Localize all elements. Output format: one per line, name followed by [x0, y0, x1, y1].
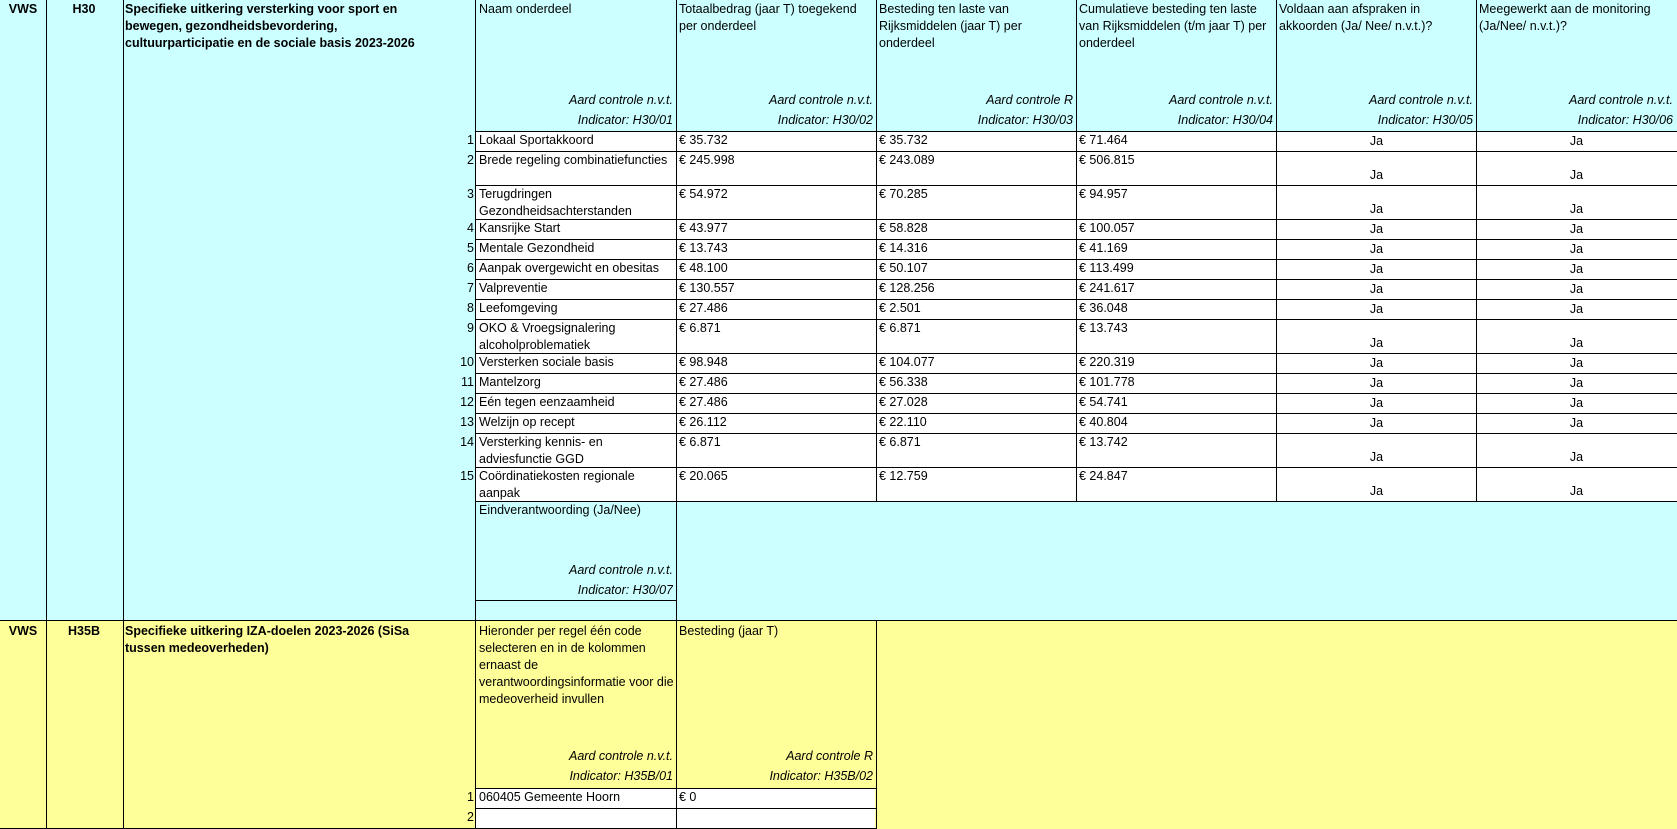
row-spend[interactable]: € 70.285: [879, 187, 928, 201]
row-monitoring[interactable]: Ja: [1569, 484, 1584, 498]
row-monitoring[interactable]: Ja: [1569, 450, 1584, 464]
h30-col5-control: Aard controle n.v.t.: [1369, 93, 1473, 107]
row-total[interactable]: € 98.948: [679, 355, 728, 369]
h30-final-control: Aard controle n.v.t.: [569, 563, 673, 577]
row-total[interactable]: € 48.100: [679, 261, 728, 275]
h35b-row-number: 1: [467, 790, 474, 804]
row-name[interactable]: Lokaal Sportakkoord: [479, 133, 594, 147]
h35b-col1-indicator: Indicator: H35B/01: [569, 769, 673, 783]
row-spend[interactable]: € 50.107: [879, 261, 928, 275]
h30-col3-control: Aard controle R: [986, 93, 1073, 107]
h30-title[interactable]: Specifieke uitkering versterking voor sport en bewegen, gezondheidsbevordering, cultuurparticipatie en de sociale basis 2023-2026: [125, 2, 415, 50]
row-name[interactable]: Versterken sociale basis: [479, 355, 614, 369]
row-number: 6: [467, 261, 474, 275]
row-name[interactable]: Kansrijke Start: [479, 221, 561, 235]
h30-col5-header[interactable]: Voldaan aan afspraken in akkoorden (Ja/ Nee/ n.v.t.)?: [1279, 2, 1433, 33]
horizontal-gridline: [476, 393, 1677, 394]
horizontal-gridline: [476, 319, 1677, 320]
row-monitoring[interactable]: Ja: [1569, 302, 1584, 316]
horizontal-gridline: [476, 219, 1677, 220]
h35b-col1-header[interactable]: Hieronder per regel één code selecteren en in de kolommen ernaast de verantwoordingsinformatie voor die medeoverheid invullen: [479, 624, 674, 706]
row-spend[interactable]: € 104.077: [879, 355, 935, 369]
row-agreements[interactable]: Ja: [1369, 302, 1384, 316]
vertical-gridline: [1076, 0, 1077, 502]
row-cumulative[interactable]: € 13.743: [1079, 321, 1128, 335]
row-name[interactable]: Versterking kennis- en adviesfunctie GGD: [479, 435, 603, 466]
vertical-gridline: [676, 502, 677, 621]
row-name[interactable]: Coördinatiekosten regionale aanpak: [479, 469, 635, 500]
row-cumulative[interactable]: € 71.464: [1079, 133, 1128, 147]
row-name[interactable]: OKO & Vroegsignalering alcoholproblematiek: [479, 321, 616, 352]
h35b-block: [0, 621, 1677, 829]
horizontal-gridline: [476, 131, 1677, 132]
h30-col5-indicator: Indicator: H30/05: [1377, 113, 1473, 127]
row-monitoring[interactable]: Ja: [1569, 396, 1584, 410]
vertical-gridline: [676, 621, 677, 829]
row-spend[interactable]: € 35.732: [879, 133, 928, 147]
row-total[interactable]: € 27.486: [679, 301, 728, 315]
h35b-code[interactable]: H35B: [68, 624, 100, 638]
h30-col2-header[interactable]: Totaalbedrag (jaar T) toegekend per onderdeel: [679, 2, 857, 33]
row-monitoring[interactable]: Ja: [1569, 134, 1584, 148]
row-agreements[interactable]: Ja: [1369, 336, 1384, 350]
h30-col4-control: Aard controle n.v.t.: [1169, 93, 1273, 107]
horizontal-gridline: [476, 259, 1677, 260]
vertical-gridline: [876, 621, 877, 829]
row-number: 9: [467, 321, 474, 335]
row-number: 11: [461, 375, 474, 389]
row-monitoring[interactable]: Ja: [1569, 222, 1584, 236]
vertical-gridline: [876, 0, 877, 502]
row-total[interactable]: € 26.112: [679, 415, 727, 429]
vertical-gridline: [46, 0, 47, 829]
row-spend[interactable]: € 58.828: [879, 221, 928, 235]
h30-col1-header[interactable]: Naam onderdeel: [479, 2, 572, 16]
horizontal-gridline: [476, 353, 1677, 354]
h35b-col1-control: Aard controle n.v.t.: [569, 749, 673, 763]
row-spend[interactable]: € 2.501: [879, 301, 921, 315]
vertical-gridline: [475, 0, 476, 829]
vertical-gridline: [1476, 0, 1477, 502]
row-cumulative[interactable]: € 220.319: [1079, 355, 1135, 369]
row-cumulative[interactable]: € 13.742: [1079, 435, 1128, 449]
row-number: 13: [460, 415, 474, 429]
h30-col3-indicator: Indicator: H30/03: [977, 113, 1073, 127]
row-cumulative[interactable]: € 101.778: [1079, 375, 1135, 389]
horizontal-gridline: [476, 808, 876, 809]
row-name[interactable]: Eén tegen eenzaamheid: [479, 395, 615, 409]
horizontal-gridline: [476, 373, 1677, 374]
row-number: 12: [460, 395, 474, 409]
row-number: 5: [467, 241, 474, 255]
h30-final-label[interactable]: Eindverantwoording (Ja/Nee): [479, 503, 641, 517]
row-monitoring[interactable]: Ja: [1569, 416, 1584, 430]
horizontal-gridline: [476, 788, 876, 789]
row-spend[interactable]: € 6.871: [879, 321, 921, 335]
row-spend[interactable]: € 6.871: [879, 435, 921, 449]
row-monitoring[interactable]: Ja: [1569, 356, 1584, 370]
h30-col2-control: Aard controle n.v.t.: [769, 93, 873, 107]
row-total[interactable]: € 6.871: [679, 435, 721, 449]
row-monitoring[interactable]: Ja: [1569, 202, 1584, 216]
row-number: 15: [460, 469, 474, 483]
h30-col6-indicator: Indicator: H30/06: [1577, 113, 1673, 127]
row-total[interactable]: € 13.743: [679, 241, 728, 255]
row-agreements[interactable]: Ja: [1369, 282, 1384, 296]
row-agreements[interactable]: Ja: [1369, 450, 1384, 464]
row-total[interactable]: € 130.557: [679, 281, 735, 295]
vertical-gridline: [1276, 0, 1277, 502]
vertical-gridline: [676, 0, 677, 502]
h30-col4-header[interactable]: Cumulatieve besteding ten laste van Rijksmiddelen (t/m jaar T) per onderdeel: [1079, 2, 1267, 50]
row-total[interactable]: € 27.486: [679, 395, 728, 409]
horizontal-gridline: [476, 413, 1677, 414]
row-number: 1: [467, 133, 474, 147]
h30-code[interactable]: H30: [72, 2, 96, 16]
row-cumulative[interactable]: € 113.499: [1079, 261, 1134, 275]
h30-final-indicator: Indicator: H30/07: [577, 583, 673, 597]
h30-col4-indicator: Indicator: H30/04: [1177, 113, 1273, 127]
horizontal-gridline: [476, 299, 1677, 300]
row-spend[interactable]: € 12.759: [879, 469, 928, 483]
row-spend[interactable]: € 14.316: [879, 241, 928, 255]
h35b-row-spend[interactable]: € 0: [679, 790, 697, 804]
row-cumulative[interactable]: € 241.617: [1079, 281, 1135, 295]
row-cumulative[interactable]: € 40.804: [1079, 415, 1128, 429]
h30-ministry[interactable]: VWS: [8, 2, 38, 16]
row-name[interactable]: Terugdringen Gezondheidsachterstanden: [479, 187, 632, 218]
h30-col6-control: Aard controle n.v.t.: [1569, 93, 1673, 107]
row-cumulative[interactable]: € 94.957: [1079, 187, 1128, 201]
h35b-col2-control: Aard controle R: [786, 749, 873, 763]
row-number: 7: [467, 281, 474, 295]
h30-col2-indicator: Indicator: H30/02: [777, 113, 873, 127]
row-monitoring[interactable]: Ja: [1569, 242, 1584, 256]
row-number: 2: [467, 153, 474, 167]
row-total[interactable]: € 20.065: [679, 469, 728, 483]
horizontal-gridline: [476, 279, 1677, 280]
row-name[interactable]: Valpreventie: [479, 281, 548, 295]
horizontal-gridline: [0, 620, 1677, 621]
row-monitoring[interactable]: Ja: [1569, 168, 1584, 182]
row-name[interactable]: Aanpak overgewicht en obesitas: [479, 261, 659, 275]
row-total[interactable]: € 35.732: [679, 133, 728, 147]
h30-col1-control: Aard controle n.v.t.: [569, 93, 673, 107]
row-number: 10: [460, 355, 474, 369]
h35b-title[interactable]: Specifieke uitkering IZA-doelen 2023-2026 (SiSa tussen medeoverheden): [125, 624, 410, 655]
row-number: 8: [467, 301, 474, 315]
row-monitoring[interactable]: Ja: [1569, 282, 1584, 296]
h35b-row-number: 2: [467, 810, 474, 824]
row-cumulative[interactable]: € 36.048: [1079, 301, 1128, 315]
row-agreements[interactable]: Ja: [1369, 262, 1384, 276]
row-number: 4: [467, 221, 474, 235]
row-spend[interactable]: € 22.110: [879, 415, 927, 429]
row-spend[interactable]: € 27.028: [879, 395, 928, 409]
row-spend[interactable]: € 128.256: [879, 281, 935, 295]
row-total[interactable]: € 6.871: [679, 321, 721, 335]
row-name[interactable]: Welzijn op recept: [479, 415, 575, 429]
row-agreements[interactable]: Ja: [1369, 168, 1384, 182]
row-name[interactable]: Mentale Gezondheid: [479, 241, 595, 255]
row-name[interactable]: Mantelzorg: [479, 375, 541, 389]
row-agreements[interactable]: Ja: [1369, 202, 1384, 216]
row-agreements[interactable]: Ja: [1369, 396, 1384, 410]
row-spend[interactable]: € 243.089: [879, 153, 935, 167]
row-total[interactable]: € 43.977: [679, 221, 728, 235]
row-monitoring[interactable]: Ja: [1569, 376, 1584, 390]
row-cumulative[interactable]: € 54.741: [1079, 395, 1128, 409]
horizontal-gridline: [476, 185, 1677, 186]
h35b-col2-header[interactable]: Besteding (jaar T): [679, 624, 779, 638]
horizontal-gridline: [476, 151, 1677, 152]
row-number: 14: [460, 435, 474, 449]
row-agreements[interactable]: Ja: [1369, 222, 1384, 236]
horizontal-gridline: [476, 467, 1677, 468]
horizontal-gridline: [476, 433, 1677, 434]
row-monitoring[interactable]: Ja: [1569, 336, 1584, 350]
h30-col6-header[interactable]: Meegewerkt aan de monitoring (Ja/Nee/ n.v.t.)?: [1479, 2, 1651, 33]
row-agreements[interactable]: Ja: [1369, 242, 1384, 256]
horizontal-gridline: [476, 600, 676, 601]
row-agreements[interactable]: Ja: [1369, 416, 1384, 430]
horizontal-gridline: [476, 239, 1677, 240]
row-cumulative[interactable]: € 506.815: [1079, 153, 1135, 167]
h35b-ministry[interactable]: VWS: [8, 624, 38, 638]
h30-col1-indicator: Indicator: H30/01: [577, 113, 673, 127]
row-agreements[interactable]: Ja: [1369, 376, 1384, 390]
row-cumulative[interactable]: € 41.169: [1079, 241, 1128, 255]
row-name[interactable]: Brede regeling combinatiefuncties: [479, 153, 668, 167]
row-name[interactable]: Leefomgeving: [479, 301, 558, 315]
row-total[interactable]: € 54.972: [679, 187, 728, 201]
row-agreements[interactable]: Ja: [1369, 484, 1384, 498]
row-spend[interactable]: € 56.338: [879, 375, 928, 389]
row-number: 3: [467, 187, 474, 201]
row-total[interactable]: € 245.998: [679, 153, 735, 167]
horizontal-gridline: [476, 501, 1677, 502]
row-agreements[interactable]: Ja: [1369, 134, 1384, 148]
h35b-row-name[interactable]: 060405 Gemeente Hoorn: [479, 790, 621, 804]
h30-col3-header[interactable]: Besteding ten laste van Rijksmiddelen (jaar T) per onderdeel: [879, 2, 1022, 50]
row-agreements[interactable]: Ja: [1369, 356, 1384, 370]
row-cumulative[interactable]: € 24.847: [1079, 469, 1128, 483]
row-cumulative[interactable]: € 100.057: [1079, 221, 1135, 235]
h35b-col2-indicator: Indicator: H35B/02: [769, 769, 873, 783]
row-monitoring[interactable]: Ja: [1569, 262, 1584, 276]
vertical-gridline: [123, 0, 124, 829]
row-total[interactable]: € 27.486: [679, 375, 728, 389]
